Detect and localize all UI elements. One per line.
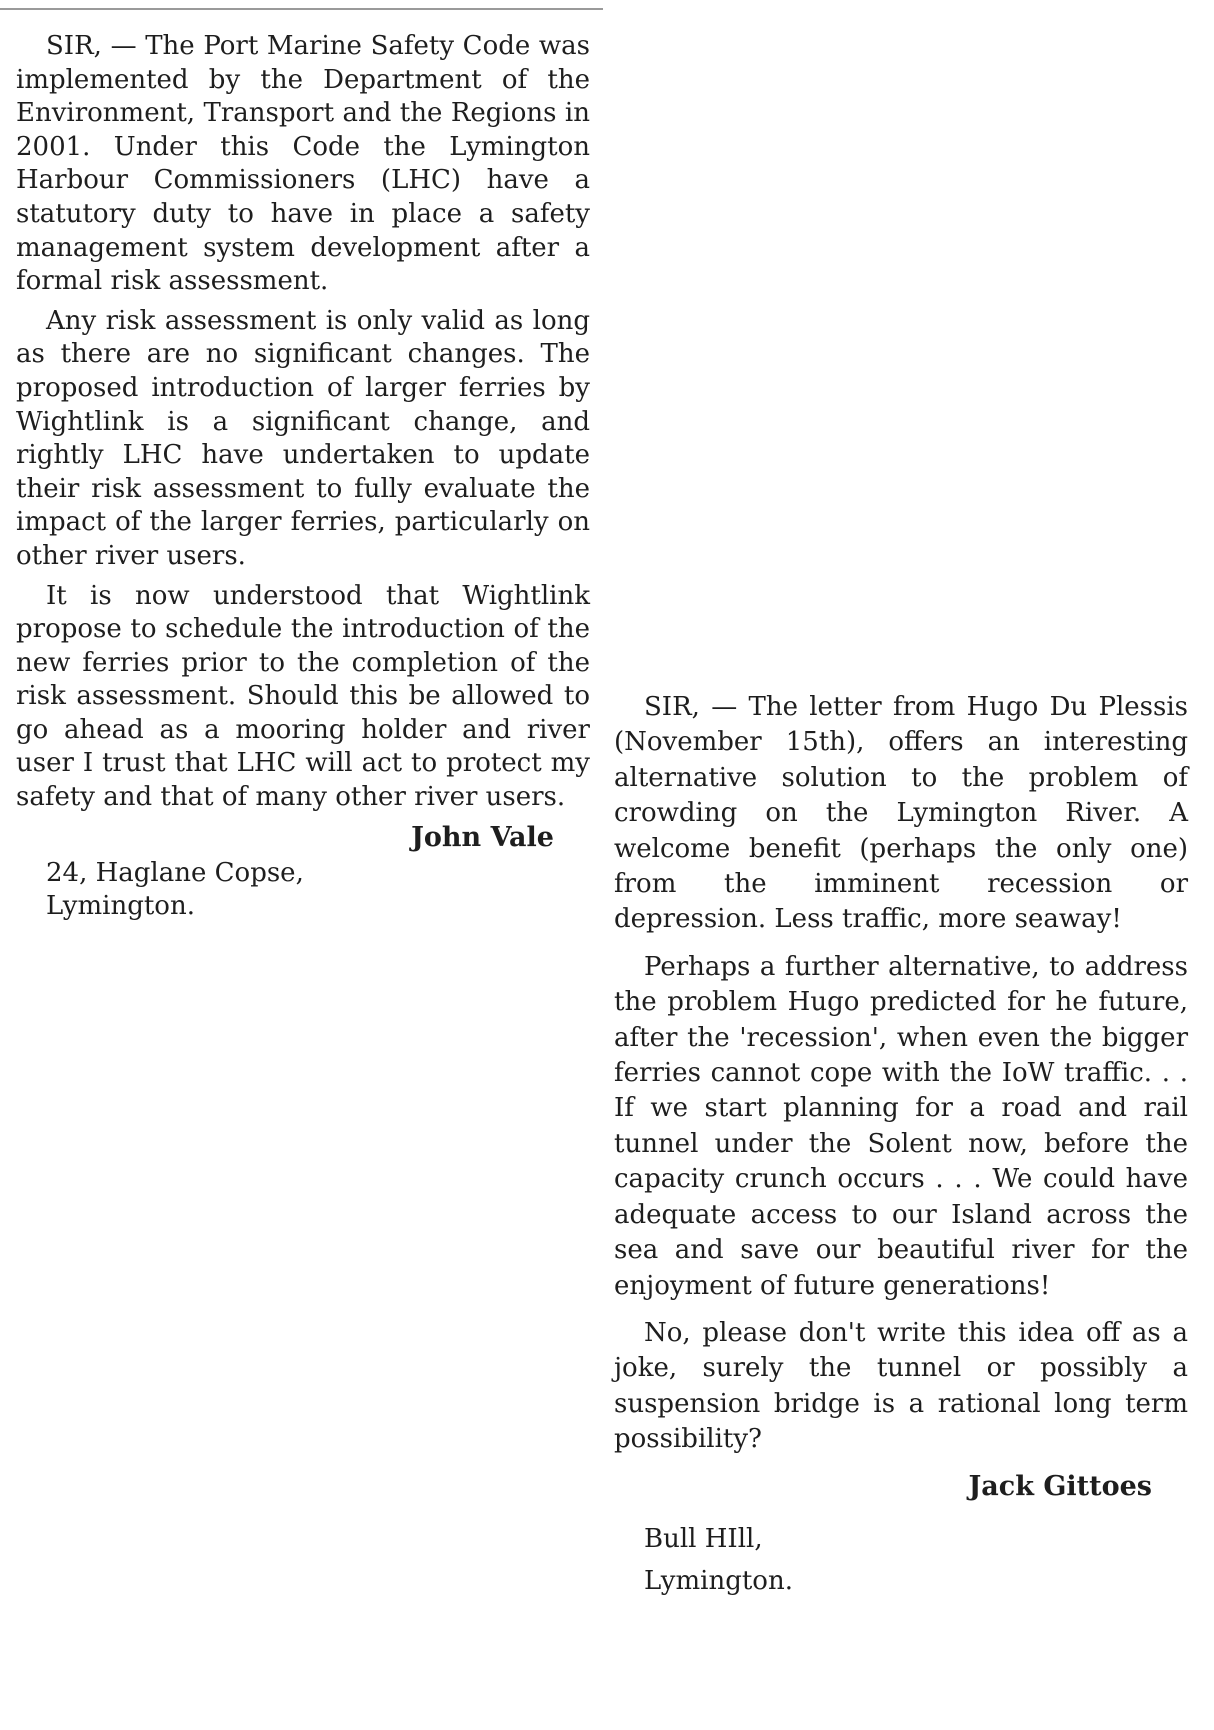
letter-john-vale: [16, 30, 590, 924]
letter-signature: John Vale: [411, 821, 554, 853]
letter-paragraph: No, please don't write this idea off as a joke, surely the tunnel or possibly a suspension bridge is a rational long term possibility?: [614, 1317, 1188, 1455]
address-line: Lymington.: [644, 1565, 793, 1596]
letter-paragraph: Any risk assessment is only valid as long as there are no significant changes. The proposed introduction of larger ferries by Wightlink is a significant change, and rightly LHC have undertaken to update their risk assessment to fully evaluate the impact of the larger ferries, particularly on other river users.: [16, 305, 590, 571]
address-line: 24, Haglane Copse,: [46, 857, 304, 888]
column-top-rule: [0, 8, 603, 10]
letter-paragraph: SIR, — The Port Marine Safety Code was implemented by the Department of the Environment, Transport and the Regions in 2001. Under this Code the Lymington Harbour Commissioners (LHC) have a statutory duty to have in place a safety management system development after a formal risk assessment.: [16, 31, 590, 297]
address-line: Bull HIll,: [644, 1523, 763, 1554]
letter-jack-gittoes: [614, 690, 1188, 1602]
letter-paragraph: Perhaps a further alternative, to address the problem Hugo predicted for he future, after the 'recession', when even the bigger ferries cannot cope with the IoW traffic. . . If we start planning for a road and rail tunnel under the Solent now, before the capacity crunch occurs . . . We could have adequate access to our Island across the sea and save our beautiful river for the enjoyment of future generations!: [614, 951, 1188, 1301]
address-line: Lymington.: [46, 891, 195, 922]
letter-signature: Jack Gittoes: [968, 1470, 1152, 1502]
letter-address: [614, 1518, 1188, 1602]
letter-paragraph: It is now understood that Wightlink propose to schedule the introduction of the new ferries prior to the completion of the risk assessment. Should this be allowed to go ahead as a mooring holder and river user I trust that LHC will act to protect my safety and that of many other river users.: [16, 580, 590, 813]
letter-address: [16, 857, 590, 924]
letter-paragraph: SIR, — The letter from Hugo Du Plessis (November 15th), offers an interesting alternative solution to the problem of crowding on the Lymington River. A welcome benefit (perhaps the only one) from the imminent recession or depression. Less traffic, more seaway!: [614, 692, 1188, 935]
